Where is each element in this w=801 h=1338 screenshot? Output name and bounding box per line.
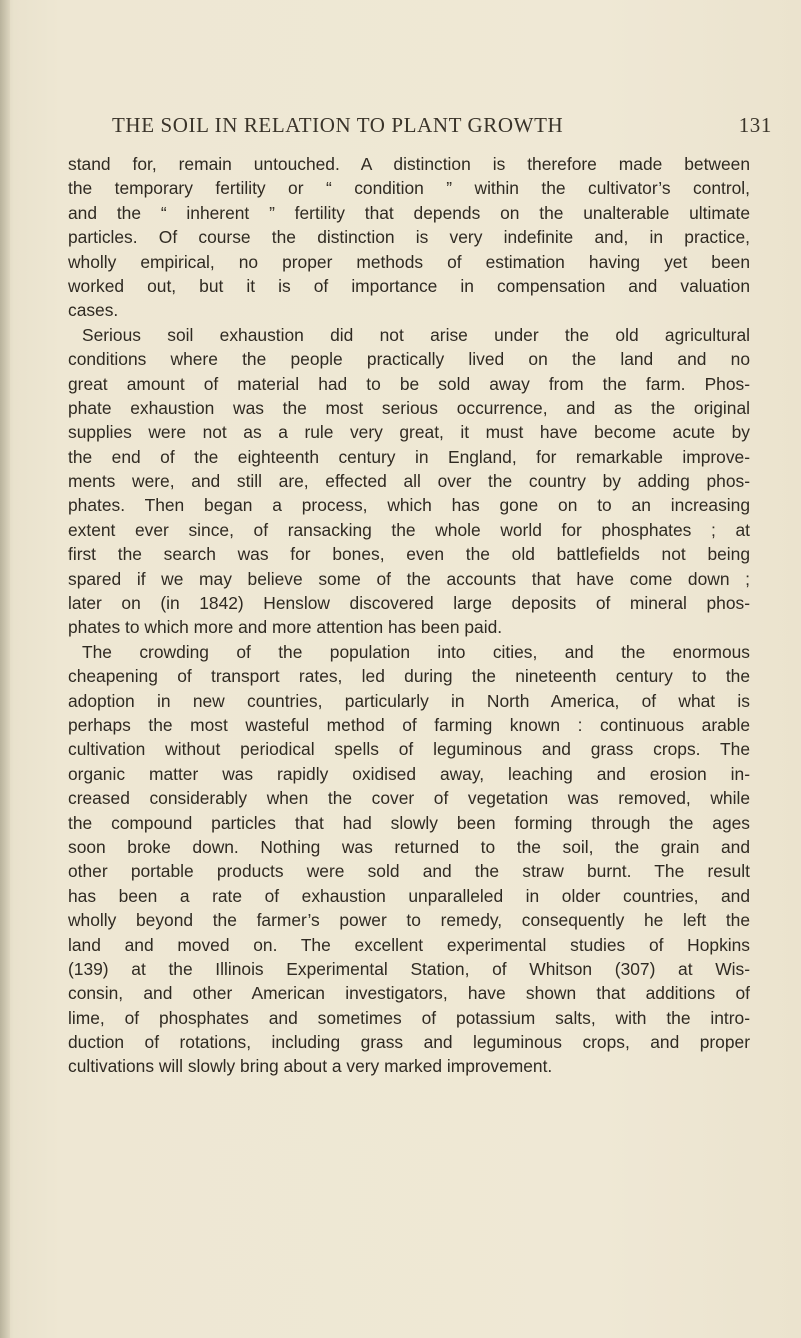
text-line: cultivations will slowly bring about a very marked improvement.	[68, 1056, 553, 1077]
text-line: duction of rotations, including grass and leguminous crops, and proper	[68, 1032, 750, 1053]
text-line: (139) at the Illinois Experimental Station, of Whitson (307) at Wis-	[68, 958, 750, 979]
text-line: soon broke down. Nothing was returned to the soil, the grain and	[68, 836, 750, 857]
text-line: other portable products were sold and the straw burnt. The result	[68, 861, 750, 882]
text-line: worked out, but it is of importance in compensation and valuation	[68, 275, 750, 296]
text-line: phates to which more and more attention has been paid.	[68, 617, 503, 638]
text-line: adoption in new countries, particularly in North America, of what is	[68, 690, 750, 711]
text-line: the temporary fertility or “ condition ” within the cultivator’s control,	[68, 178, 750, 199]
text-line: extent ever since, of ransacking the whole world for phosphates ; at	[68, 519, 750, 540]
text-line: wholly empirical, no proper methods of estimation having yet been	[68, 251, 750, 272]
text-line: spared if we may believe some of the accounts that have come down ;	[68, 568, 750, 589]
text-line: first the search was for bones, even the old battlefields not being	[68, 544, 750, 565]
text-line: lime, of phosphates and sometimes of potassium salts, with the intro-	[68, 1007, 750, 1028]
text-line: phate exhaustion was the most serious occurrence, and as the original	[68, 397, 750, 418]
text-line: particles. Of course the distinction is very indefinite and, in practice,	[68, 227, 750, 248]
text-line: stand for, remain untouched. A distinction is therefore made between	[68, 154, 750, 174]
text-line: later on (in 1842) Henslow discovered large deposits of mineral phos-	[68, 593, 750, 614]
text-line: supplies were not as a rule very great, it must have become acute by	[68, 422, 750, 443]
text-line: cases.	[68, 300, 119, 321]
page-binding-shadow	[0, 0, 10, 1338]
text-line: The crowding of the population into cities, and the enormous	[82, 641, 750, 662]
running-head	[112, 113, 772, 147]
text-line: the compound particles that had slowly been forming through the ages	[68, 812, 750, 833]
page-number: 131	[738, 113, 772, 137]
paragraph	[68, 323, 750, 640]
text-line: phates. Then began a process, which has gone on to an increasing	[68, 495, 750, 516]
paragraph	[68, 152, 750, 323]
running-title: THE SOIL IN RELATION TO PLANT GROWTH	[112, 113, 564, 137]
text-line: and the “ inherent ” fertility that depends on the unalterable ultimate	[68, 202, 750, 223]
text-line: organic matter was rapidly oxidised away, leaching and erosion in-	[68, 763, 750, 784]
text-line: cheapening of transport rates, led during the nineteenth century to the	[68, 666, 750, 687]
text-line: wholly beyond the farmer’s power to remedy, consequently he left the	[68, 910, 750, 931]
text-line: land and moved on. The excellent experimental studies of Hopkins	[68, 934, 750, 955]
paragraph	[68, 640, 750, 1079]
text-line: cultivation without periodical spells of leguminous and grass crops. The	[68, 739, 750, 760]
text-line: ments were, and still are, effected all over the country by adding phos-	[68, 471, 750, 492]
text-line: the end of the eighteenth century in England, for remarkable improve-	[68, 446, 750, 467]
text-line: great amount of material had to be sold away from the farm. Phos-	[68, 373, 750, 394]
body-text	[68, 152, 750, 1079]
text-line: Serious soil exhaustion did not arise under the old agricultural	[82, 324, 750, 345]
text-line: has been a rate of exhaustion unparalleled in older countries, and	[68, 885, 750, 906]
text-line: perhaps the most wasteful method of farming known : continuous arable	[68, 714, 750, 735]
text-line: creased considerably when the cover of vegetation was removed, while	[68, 788, 750, 809]
text-line: conditions where the people practically lived on the land and no	[68, 349, 750, 370]
text-line: consin, and other American investigators, have shown that additions of	[68, 983, 750, 1004]
